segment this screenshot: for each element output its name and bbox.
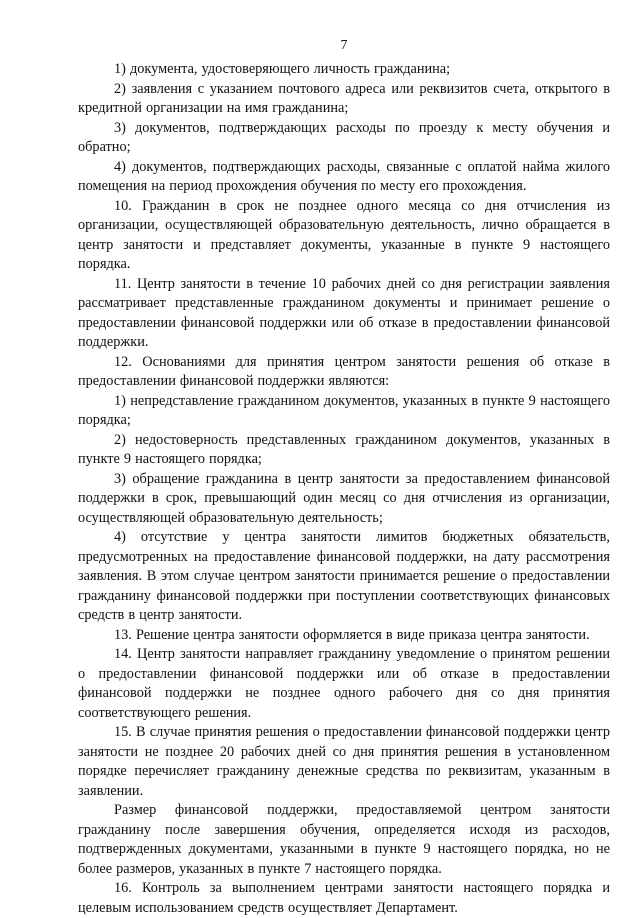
paragraph-item-4: 4) документов, подтверждающих расходы, связанные с оплатой найма жилого помещения на период прохождения обучения по месту его прохождения. bbox=[78, 158, 610, 194]
paragraph-clause-15: 15. В случае принятия решения о предоставлении финансовой поддержки центр занятости не позднее 20 рабочих дней со дня принятия решения в установленном порядке перечисляет гражданину денежные средства по реквизитам, указанным в заявлении. bbox=[78, 724, 610, 799]
paragraph-clause-14: 14. Центр занятости направляет гражданину уведомление о принятом решении о предоставлении финансовой поддержки или об отказе в предоставлении финансовой поддержки не позднее одного рабочего дня со дня принятия соответствующего решения. bbox=[78, 646, 610, 721]
paragraph-clause-12-item-4: 4) отсутствие у центра занятости лимитов бюджетных обязательств, предусмотренных на предоставление финансовой поддержки, на дату рассмотрения заявления. В этом случае центром занятости принимается решение о предоставлении гражданину финансовой поддержки при поступлении соответствующих финансовых средств в центр занятости. bbox=[78, 529, 610, 623]
page-number: 7 bbox=[340, 38, 348, 53]
paragraph-clause-12-item-3: 3) обращение гражданина в центр занятости за предоставлением финансовой поддержки в срок, превышающий один месяц со дня отчисления из организации, осуществляющей образовательную деятельность; bbox=[78, 470, 610, 526]
paragraph-item-3: 3) документов, подтверждающих расходы по проезду к месту обучения и обратно; bbox=[78, 119, 610, 155]
paragraph-clause-11: 11. Центр занятости в течение 10 рабочих дней со дня регистрации заявления рассматривает представленные гражданином документы и принимает решение о предоставлении финансовой поддержки или об отказе в предоставлении финансовой поддержки. bbox=[78, 275, 610, 350]
paragraph-clause-12: 12. Основаниями для принятия центром занятости решения об отказе в предоставлении финансовой поддержки являются: bbox=[78, 353, 610, 389]
paragraph-support-amount: Размер финансовой поддержки, предоставляемой центром занятости гражданину после завершения обучения, определяется исходя из расходов, подтвержденных документами, указанными в пункте 9 настоящего порядка, но не более размеров, указанных в пункте 7 настоящего порядка. bbox=[78, 802, 610, 877]
paragraph-clause-16: 16. Контроль за выполнением центрами занятости настоящего порядка и целевым использованием средств осуществляет Департамент. bbox=[78, 880, 610, 916]
paragraph-clause-12-item-1: 1) непредставление гражданином документов, указанных в пункте 9 настоящего порядка; bbox=[78, 392, 610, 428]
document-page bbox=[78, 36, 610, 918]
paragraph-item-1: 1) документа, удостоверяющего личность гражданина; bbox=[114, 61, 451, 77]
paragraph-item-2: 2) заявления с указанием почтового адреса или реквизитов счета, открытого в кредитной организации на имя гражданина; bbox=[78, 80, 610, 116]
paragraph-clause-12-item-2: 2) недостоверность представленных гражданином документов, указанных в пункте 9 настоящего порядка; bbox=[78, 431, 610, 467]
paragraph-clause-10: 10. Гражданин в срок не позднее одного месяца со дня отчисления из организации, осуществляющей образовательную деятельность, лично обращается в центр занятости и представляет документы, указанные в пункте 9 настоящего порядка. bbox=[78, 197, 610, 272]
paragraph-clause-13: 13. Решение центра занятости оформляется в виде приказа центра занятости. bbox=[114, 626, 590, 643]
